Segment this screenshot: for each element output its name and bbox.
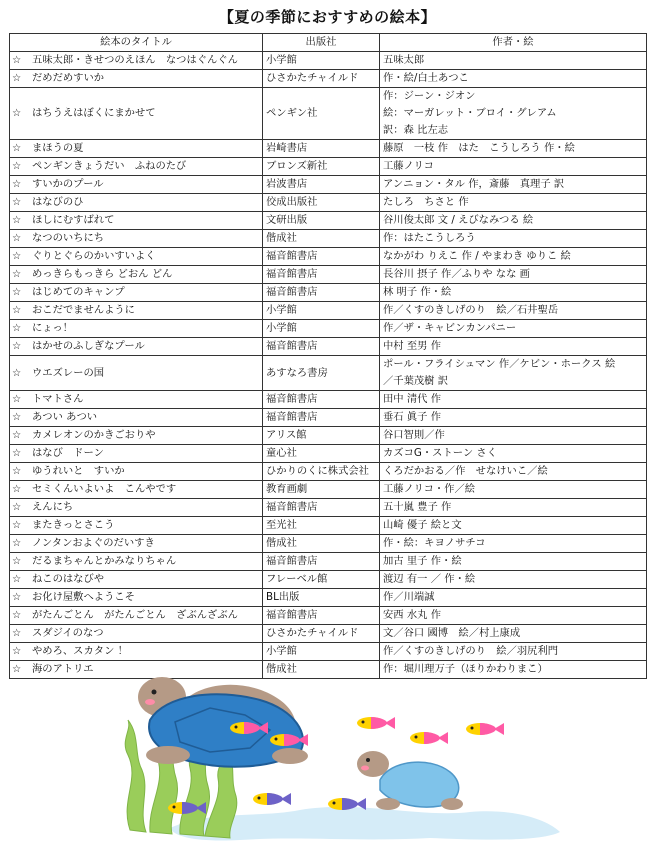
book-title-cell (10, 589, 263, 607)
book-title: すいかのプール (32, 178, 104, 190)
book-publisher: フレーベル館 (263, 571, 380, 589)
table-row (10, 88, 647, 140)
book-title-cell (10, 266, 263, 284)
fish-icon (357, 717, 395, 729)
book-author-cell (380, 625, 647, 643)
table-row (10, 481, 647, 499)
star-icon: ☆ (12, 393, 22, 405)
star-icon: ☆ (12, 214, 22, 226)
book-title-cell (10, 391, 263, 409)
book-author-line: 工藤ノリコ・作／絵 (383, 483, 476, 495)
small-turtle (357, 751, 463, 810)
star-icon: ☆ (12, 519, 22, 531)
book-author-line: 垂石 眞子 作 (383, 411, 442, 423)
star-icon: ☆ (12, 322, 22, 334)
book-publisher: 小学館 (263, 643, 380, 661)
book-author-cell (380, 248, 647, 266)
book-author-line: 作／くすのきしげのり 絵／羽尻利門 (383, 645, 559, 657)
book-author-cell (380, 643, 647, 661)
book-title: あつい あつい (32, 411, 98, 423)
book-title: まほうの夏 (32, 142, 84, 154)
table-row (10, 176, 647, 194)
book-title: スダジイのなつ (32, 627, 104, 639)
book-author-cell (380, 517, 647, 535)
book-author-line: 作／川端誠 (383, 591, 435, 603)
star-icon: ☆ (12, 54, 22, 66)
book-title-cell (10, 70, 263, 88)
book-title: おこだでませんように (32, 304, 135, 316)
book-publisher: 童心社 (263, 445, 380, 463)
book-author-line: 作・絵/白土あつこ (383, 72, 469, 84)
book-author-line: 加古 里子 作・絵 (383, 555, 462, 567)
table-row (10, 409, 647, 427)
book-author-line: ポール・フライシュマン 作／ケビン・ホークス 絵 (383, 358, 616, 370)
book-author-line: 田中 清代 作 (383, 393, 442, 405)
book-title-cell (10, 158, 263, 176)
book-author-line: 中村 至男 作 (383, 340, 442, 352)
book-title: はじめてのキャンプ (32, 286, 125, 298)
book-publisher: 福音館書店 (263, 391, 380, 409)
column-header-author: 作者・絵 (380, 34, 647, 52)
book-title: トマトさん (32, 393, 84, 405)
book-author-cell (380, 481, 647, 499)
table-row (10, 571, 647, 589)
book-title: がたんごとん がたんごとん ざぶんざぶん (32, 609, 238, 621)
star-icon: ☆ (12, 411, 22, 423)
book-author-cell (380, 176, 647, 194)
star-icon: ☆ (12, 286, 22, 298)
table-body (10, 52, 647, 679)
book-author-cell (380, 158, 647, 176)
book-publisher: 至光社 (263, 517, 380, 535)
summer-sea-illustration (0, 660, 655, 865)
book-author-line: 五十嵐 豊子 作 (383, 501, 452, 513)
book-title-cell (10, 140, 263, 158)
table-row (10, 52, 647, 70)
star-icon: ☆ (12, 196, 22, 208)
book-author-line: 作／ザ・キャビンカンパニー (383, 322, 517, 334)
book-title: ノンタンおよぐのだいすき (32, 537, 155, 549)
fish-icon (253, 793, 291, 805)
book-publisher: 福音館書店 (263, 284, 380, 302)
table-row (10, 499, 647, 517)
book-publisher: 偕成社 (263, 661, 380, 679)
star-icon: ☆ (12, 591, 22, 603)
book-title-cell (10, 625, 263, 643)
table-row (10, 212, 647, 230)
star-icon: ☆ (12, 340, 22, 352)
book-author-cell (380, 338, 647, 356)
book-author-cell (380, 194, 647, 212)
book-author-cell (380, 284, 647, 302)
book-title: ウエズレーの国 (32, 366, 105, 379)
book-publisher: 福音館書店 (263, 248, 380, 266)
table-row (10, 643, 647, 661)
book-title-cell (10, 338, 263, 356)
table-row (10, 140, 647, 158)
book-author-cell (380, 571, 647, 589)
book-author-cell (380, 70, 647, 88)
book-author-cell (380, 302, 647, 320)
column-header-publisher: 出版社 (263, 34, 380, 52)
book-title: はなびのひ (32, 196, 84, 208)
star-icon: ☆ (12, 72, 22, 84)
book-author-line: くろだかおる／作 せなけいこ／絵 (383, 465, 548, 477)
book-title-cell (10, 643, 263, 661)
book-publisher: 岩崎書店 (263, 140, 380, 158)
book-author-line: 谷川俊太郎 文 / えびなみつる 絵 (383, 214, 534, 226)
book-author-cell (380, 320, 647, 338)
book-title-cell (10, 445, 263, 463)
book-author-line: 渡辺 有一 ／ 作・絵 (383, 573, 476, 585)
book-author-line: 安西 水丸 作 (383, 609, 442, 621)
book-title: なつのいちにち (32, 232, 105, 244)
book-title-cell (10, 535, 263, 553)
table-row (10, 517, 647, 535)
book-title-cell (10, 499, 263, 517)
book-publisher: 教育画劇 (263, 481, 380, 499)
book-publisher: 岩波書店 (263, 176, 380, 194)
book-title-cell (10, 248, 263, 266)
book-author-line: 山崎 優子 絵と文 (383, 519, 462, 531)
book-publisher: ひさかたチャイルド (263, 70, 380, 88)
star-icon: ☆ (12, 465, 22, 477)
book-publisher: 福音館書店 (263, 409, 380, 427)
star-icon: ☆ (12, 107, 22, 119)
book-author-cell (380, 52, 647, 70)
table-row (10, 158, 647, 176)
star-icon: ☆ (12, 250, 22, 262)
star-icon: ☆ (12, 366, 22, 379)
table-row (10, 445, 647, 463)
book-author-line: 訳：森 比左志 (383, 124, 449, 136)
book-author-line: 藤原 一枝 作 はた こうしろう 作・絵 (383, 142, 575, 154)
book-author-line: 作：ジーン・ジオン (383, 90, 476, 102)
star-icon: ☆ (12, 268, 22, 280)
book-author-cell (380, 589, 647, 607)
table-row (10, 302, 647, 320)
star-icon: ☆ (12, 555, 22, 567)
book-title: またきっとさこう (32, 519, 115, 531)
book-publisher: ひかりのくに株式会社 (263, 463, 380, 481)
book-author-line: 作／くすのきしげのり 絵／石井聖岳 (383, 304, 559, 316)
book-author-cell (380, 88, 647, 140)
book-title: ペンギンきょうだい ふねのたび (32, 160, 187, 172)
book-title-cell (10, 481, 263, 499)
book-publisher: ペンギン社 (263, 88, 380, 140)
book-title: だめだめすいか (32, 72, 105, 84)
book-publisher: ブロンズ新社 (263, 158, 380, 176)
book-author-line: 作：堀川理万子（ほりかわりまこ） (383, 663, 548, 675)
book-title: はなび ドーン (32, 447, 104, 459)
book-title: はちうえはぼくにまかせて (32, 107, 156, 119)
book-author-line: 作・絵：キヨノサチコ (383, 537, 486, 549)
book-title-cell (10, 463, 263, 481)
book-author-line: 工藤ノリコ (383, 160, 434, 172)
table-row (10, 391, 647, 409)
book-title-cell (10, 52, 263, 70)
book-title: やめろ、スカタン ！ (32, 645, 128, 657)
book-publisher: 福音館書店 (263, 499, 380, 517)
book-title: 五味太郎・きせつのえほん なつはぐんぐん (32, 54, 238, 66)
book-title-cell (10, 88, 263, 140)
book-publisher: ひさかたチャイルド (263, 625, 380, 643)
book-title: はかせのふしぎなプール (32, 340, 145, 352)
page-title: 【夏の季節におすすめの絵本】 (218, 8, 437, 26)
book-title-cell (10, 284, 263, 302)
table-row (10, 230, 647, 248)
table-row (10, 553, 647, 571)
star-icon: ☆ (12, 537, 22, 549)
book-author-line: ／千葉茂樹 訳 (383, 375, 449, 387)
book-title-cell (10, 409, 263, 427)
book-title-cell (10, 553, 263, 571)
big-turtle (138, 677, 308, 767)
book-author-cell (380, 445, 647, 463)
book-publisher: アリス館 (263, 427, 380, 445)
book-title: カメレオンのかきごおりや (32, 429, 156, 441)
star-icon: ☆ (12, 160, 22, 172)
book-author-line: 作：はたこうしろう (383, 232, 476, 244)
book-title-cell (10, 607, 263, 625)
book-publisher: 文研出版 (263, 212, 380, 230)
book-publisher: 小学館 (263, 320, 380, 338)
book-title: ねこのはなびや (32, 573, 105, 585)
book-author-line: 文／谷口 國博 絵／村上康成 (383, 627, 521, 639)
book-title: めっきらもっきら どおん どん (32, 268, 173, 280)
book-title: ほしにむすばれて (32, 214, 115, 226)
book-author-cell (380, 607, 647, 625)
book-publisher: あすなろ書房 (263, 356, 380, 391)
table-row (10, 625, 647, 643)
book-publisher: 福音館書店 (263, 607, 380, 625)
book-author-cell (380, 230, 647, 248)
book-title: ぐりとぐらのかいすいよく (32, 250, 156, 262)
book-author-cell (380, 535, 647, 553)
book-author-line: なかがわ りえこ 作 / やまわき ゆりこ 絵 (383, 250, 571, 262)
book-title: にょっ！ (32, 322, 73, 334)
table-row (10, 463, 647, 481)
star-icon: ☆ (12, 232, 22, 244)
picture-book-table (9, 33, 647, 679)
book-title-cell (10, 212, 263, 230)
table-row (10, 356, 647, 391)
book-publisher: 偕成社 (263, 230, 380, 248)
book-publisher: 偕成社 (263, 535, 380, 553)
star-icon: ☆ (12, 142, 22, 154)
star-icon: ☆ (12, 663, 22, 675)
book-author-line: カズコG・ストーン さく (383, 447, 498, 459)
table-row (10, 248, 647, 266)
book-author-line: 谷口智則／作 (383, 429, 445, 441)
table-row (10, 607, 647, 625)
table-header-row (10, 34, 647, 52)
book-author-cell (380, 499, 647, 517)
book-title: だるまちゃんとかみなりちゃん (32, 555, 177, 567)
book-author-line: 長谷川 摂子 作／ふりや なな 画 (383, 268, 530, 280)
book-publisher: 小学館 (263, 302, 380, 320)
book-author-line: 五味太郎 (383, 54, 425, 66)
table-row (10, 535, 647, 553)
book-author-cell (380, 212, 647, 230)
book-author-line: 林 明子 作・絵 (383, 286, 452, 298)
book-author-line: 絵：マーガレット・ブロイ・グレアム (383, 107, 557, 119)
book-title-cell (10, 320, 263, 338)
book-author-cell (380, 266, 647, 284)
book-publisher: BL出版 (263, 589, 380, 607)
book-author-line: アンニョン・タル 作，斎藤 真理子 訳 (383, 178, 565, 190)
book-title: 海のアトリエ (32, 663, 94, 675)
book-title: ゆうれいと すいか (32, 465, 125, 477)
book-title-cell (10, 356, 263, 391)
book-author-cell (380, 391, 647, 409)
star-icon: ☆ (12, 501, 22, 513)
table-row (10, 194, 647, 212)
book-author-cell (380, 427, 647, 445)
star-icon: ☆ (12, 627, 22, 639)
book-title: お化け屋敷へようこそ (32, 591, 135, 603)
star-icon: ☆ (12, 178, 22, 190)
star-icon: ☆ (12, 609, 22, 621)
book-title-cell (10, 230, 263, 248)
table-row (10, 284, 647, 302)
book-title-cell (10, 302, 263, 320)
book-publisher: 佼成出版社 (263, 194, 380, 212)
star-icon: ☆ (12, 447, 22, 459)
book-title: えんにち (32, 501, 74, 513)
book-author-cell (380, 356, 647, 391)
book-author-line: たしろ ちさと 作 (383, 196, 469, 208)
column-header-title: 絵本のタイトル (10, 34, 263, 52)
book-title-cell (10, 427, 263, 445)
book-author-cell (380, 463, 647, 481)
book-publisher: 福音館書店 (263, 338, 380, 356)
book-title-cell (10, 194, 263, 212)
star-icon: ☆ (12, 429, 22, 441)
book-author-cell (380, 140, 647, 158)
book-title-cell (10, 571, 263, 589)
book-publisher: 福音館書店 (263, 553, 380, 571)
book-author-cell (380, 553, 647, 571)
star-icon: ☆ (12, 573, 22, 585)
fish-icon (410, 732, 448, 744)
book-title-cell (10, 176, 263, 194)
book-title-cell (10, 517, 263, 535)
book-title: セミくんいよいよ こんやです (32, 483, 177, 495)
star-icon: ☆ (12, 483, 22, 495)
table-row (10, 589, 647, 607)
star-icon: ☆ (12, 645, 22, 657)
table-row (10, 266, 647, 284)
book-author-cell (380, 409, 647, 427)
table-row (10, 338, 647, 356)
fish-icon (466, 723, 504, 735)
book-publisher: 福音館書店 (263, 266, 380, 284)
star-icon: ☆ (12, 304, 22, 316)
book-publisher: 小学館 (263, 52, 380, 70)
table-row (10, 427, 647, 445)
table-row (10, 70, 647, 88)
table-row (10, 320, 647, 338)
